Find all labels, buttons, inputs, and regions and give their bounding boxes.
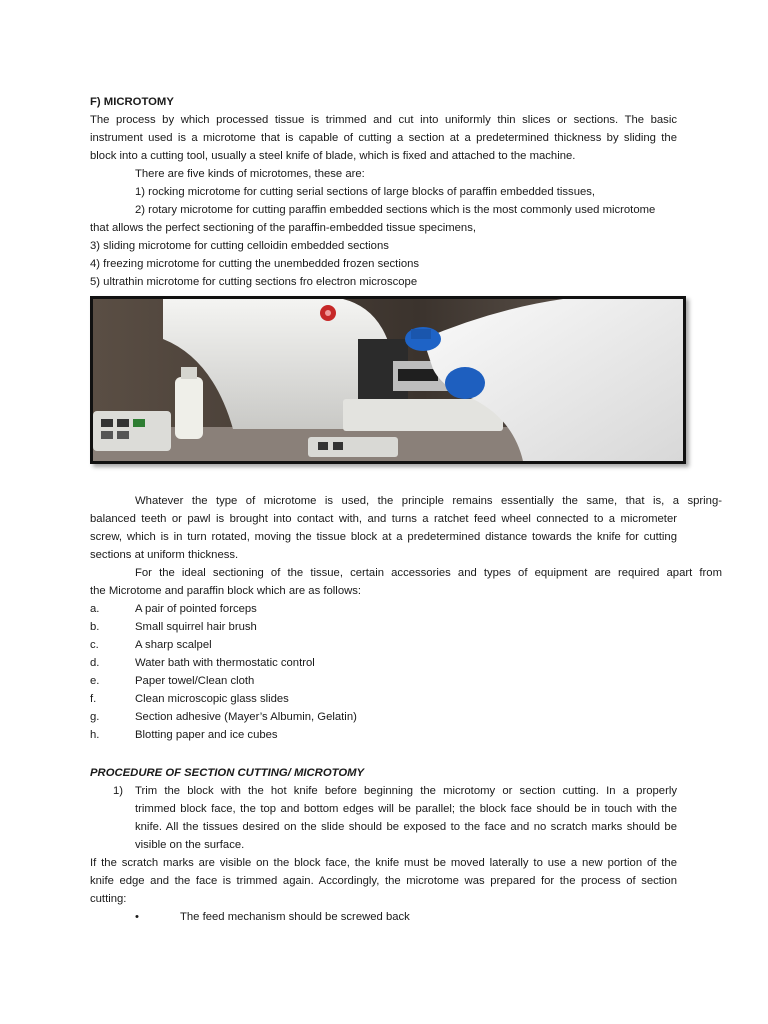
list-text: Water bath with thermostatic control xyxy=(135,657,315,669)
scratch-line-1: If the scratch marks are visible on the block face, the knife must be moved laterally to use a new portion of the xyxy=(90,857,677,869)
procedure-title: PROCEDURE OF SECTION CUTTING/ MICROTOMY xyxy=(90,767,365,779)
kinds-item-4: 4) freezing microtome for cutting the unembedded frozen sections xyxy=(90,258,420,270)
list-text: Blotting paper and ice cubes xyxy=(135,729,278,741)
list-text: A pair of pointed forceps xyxy=(135,603,257,615)
list-marker: a. xyxy=(90,603,100,615)
microtome-photo xyxy=(90,296,686,464)
step1-line-1: Trim the block with the hot knife before beginning the microtomy or section cutting. In a properly xyxy=(135,785,677,797)
kinds-item-1: 1) rocking microtome for cutting serial sections of large blocks of paraffin embedded tissues, xyxy=(135,186,596,198)
principle-line-2: balanced teeth or pawl is brought into contact with, and turns a ratchet feed wheel connected to a micrometer xyxy=(90,513,677,525)
section-title: F) MICROTOMY xyxy=(90,96,174,108)
step1-line-2: trimmed block face, the top and bottom edges will be parallel; the block face should be in touch with the xyxy=(135,803,677,815)
intro-line-2: instrument used is a microtome that is capable of cutting a section at a predetermined thickness by sliding the xyxy=(90,132,677,144)
accessories-line-1: For the ideal sectioning of the tissue, certain accessories and types of equipment are required apart from xyxy=(135,567,722,579)
kinds-item-5: 5) ultrathin microtome for cutting sections fro electron microscope xyxy=(90,276,418,288)
bullet-item: The feed mechanism should be screwed back xyxy=(180,911,410,923)
step-marker: 1) xyxy=(113,785,124,797)
kinds-intro: There are five kinds of microtomes, these are: xyxy=(135,168,365,180)
microtome-photo-illustration xyxy=(93,299,683,461)
list-marker: b. xyxy=(90,621,100,633)
intro-line-3: block into a cutting tool, usually a steel knife of blade, which is fixed and attached to the machine. xyxy=(90,150,576,162)
list-marker: e. xyxy=(90,675,100,687)
scratch-line-2: knife edge and the face is trimmed again. Accordingly, the microtome was prepared for the process of section xyxy=(90,875,677,887)
step1-line-3: knife. All the tissues desired on the slide should be exposed to the face and no scratch marks should be xyxy=(135,821,677,833)
principle-line-4: sections at uniform thickness. xyxy=(90,549,239,561)
accessories-line-2: the Microtome and paraffin block which are as follows: xyxy=(90,585,362,597)
scratch-line-3: cutting: xyxy=(90,893,127,905)
kinds-item-2: 2) rotary microtome for cutting paraffin embedded sections which is the most commonly used microtome xyxy=(135,204,656,216)
kinds-item-2-cont: that allows the perfect sectioning of the paraffin-embedded tissue specimens, xyxy=(90,222,476,234)
list-marker: d. xyxy=(90,657,100,669)
list-marker: h. xyxy=(90,729,100,741)
kinds-item-3: 3) sliding microtome for cutting celloidin embedded sections xyxy=(90,240,389,252)
principle-line-3: screw, which is in turn rotated, moving the tissue block at a predetermined distance towards the knife for cutting xyxy=(90,531,677,543)
list-text: Paper towel/Clean cloth xyxy=(135,675,255,687)
list-text: Section adhesive (Mayer’s Albumin, Gelatin) xyxy=(135,711,357,723)
list-marker: f. xyxy=(90,693,97,705)
bullet-marker: • xyxy=(135,911,139,923)
list-text: Small squirrel hair brush xyxy=(135,621,257,633)
intro-line-1: The process by which processed tissue is trimmed and cut into uniformly thin slices or sections. The basic xyxy=(90,114,677,126)
list-marker: g. xyxy=(90,711,100,723)
list-text: A sharp scalpel xyxy=(135,639,212,651)
principle-line-1: Whatever the type of microtome is used, the principle remains essentially the same, that is, a spring- xyxy=(135,495,722,507)
list-marker: c. xyxy=(90,639,99,651)
step1-line-4: visible on the surface. xyxy=(135,839,245,851)
list-text: Clean microscopic glass slides xyxy=(135,693,289,705)
